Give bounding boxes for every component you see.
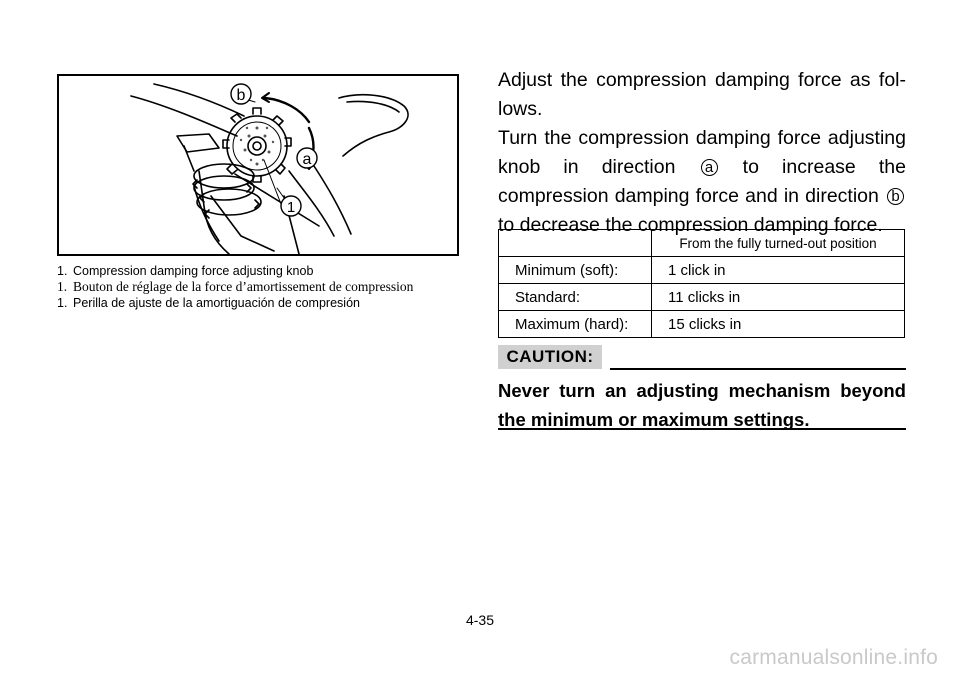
table-row: Standard: 11 clicks in <box>499 284 905 311</box>
caption-english: 1. Compression damping force adjusting knob <box>57 264 314 278</box>
knob-illustration <box>57 74 459 256</box>
caution-text: Never turn an adjusting mechanism beyond the minimum or maximum settings. <box>498 380 906 430</box>
table-row: Minimum (soft): 1 click in <box>499 257 905 284</box>
figure-captions <box>57 263 467 311</box>
svg-text:1: 1 <box>286 199 296 216</box>
shock-absorber-drawing <box>59 76 457 254</box>
instructions <box>498 66 906 240</box>
instruction-directions: Turn the compression damping force adjusting knob in direction a to increase the compression damping force and in direction b to decrease the compression damping force. <box>498 127 906 236</box>
damping-settings-table <box>498 229 905 338</box>
callout-1 <box>281 196 301 216</box>
caption-french: 1. Bouton de réglage de la force d’amortissement de compression <box>57 279 414 294</box>
caution-divider <box>610 368 906 370</box>
table-header-row <box>499 230 905 257</box>
instruction-intro: Adjust the compression damping force as fol-lows. <box>498 69 906 120</box>
table-row: Maximum (hard): 15 clicks in <box>499 311 905 338</box>
svg-text:a: a <box>302 151 312 168</box>
direction-a-marker: a <box>701 159 718 176</box>
caution-label: CAUTION: <box>498 345 602 369</box>
page-number: 4-35 <box>465 612 495 628</box>
table-header: From the fully turned-out position <box>652 230 905 257</box>
svg-text:b: b <box>236 87 246 104</box>
caption-spanish: 1. Perilla de ajuste de la amortiguación de compresión <box>57 296 360 310</box>
caution-bottom-divider <box>498 428 906 430</box>
callout-a <box>297 148 317 168</box>
watermark: carmanualsonline.info <box>729 646 938 669</box>
callout-b <box>231 84 251 104</box>
direction-b-marker: b <box>887 188 904 205</box>
